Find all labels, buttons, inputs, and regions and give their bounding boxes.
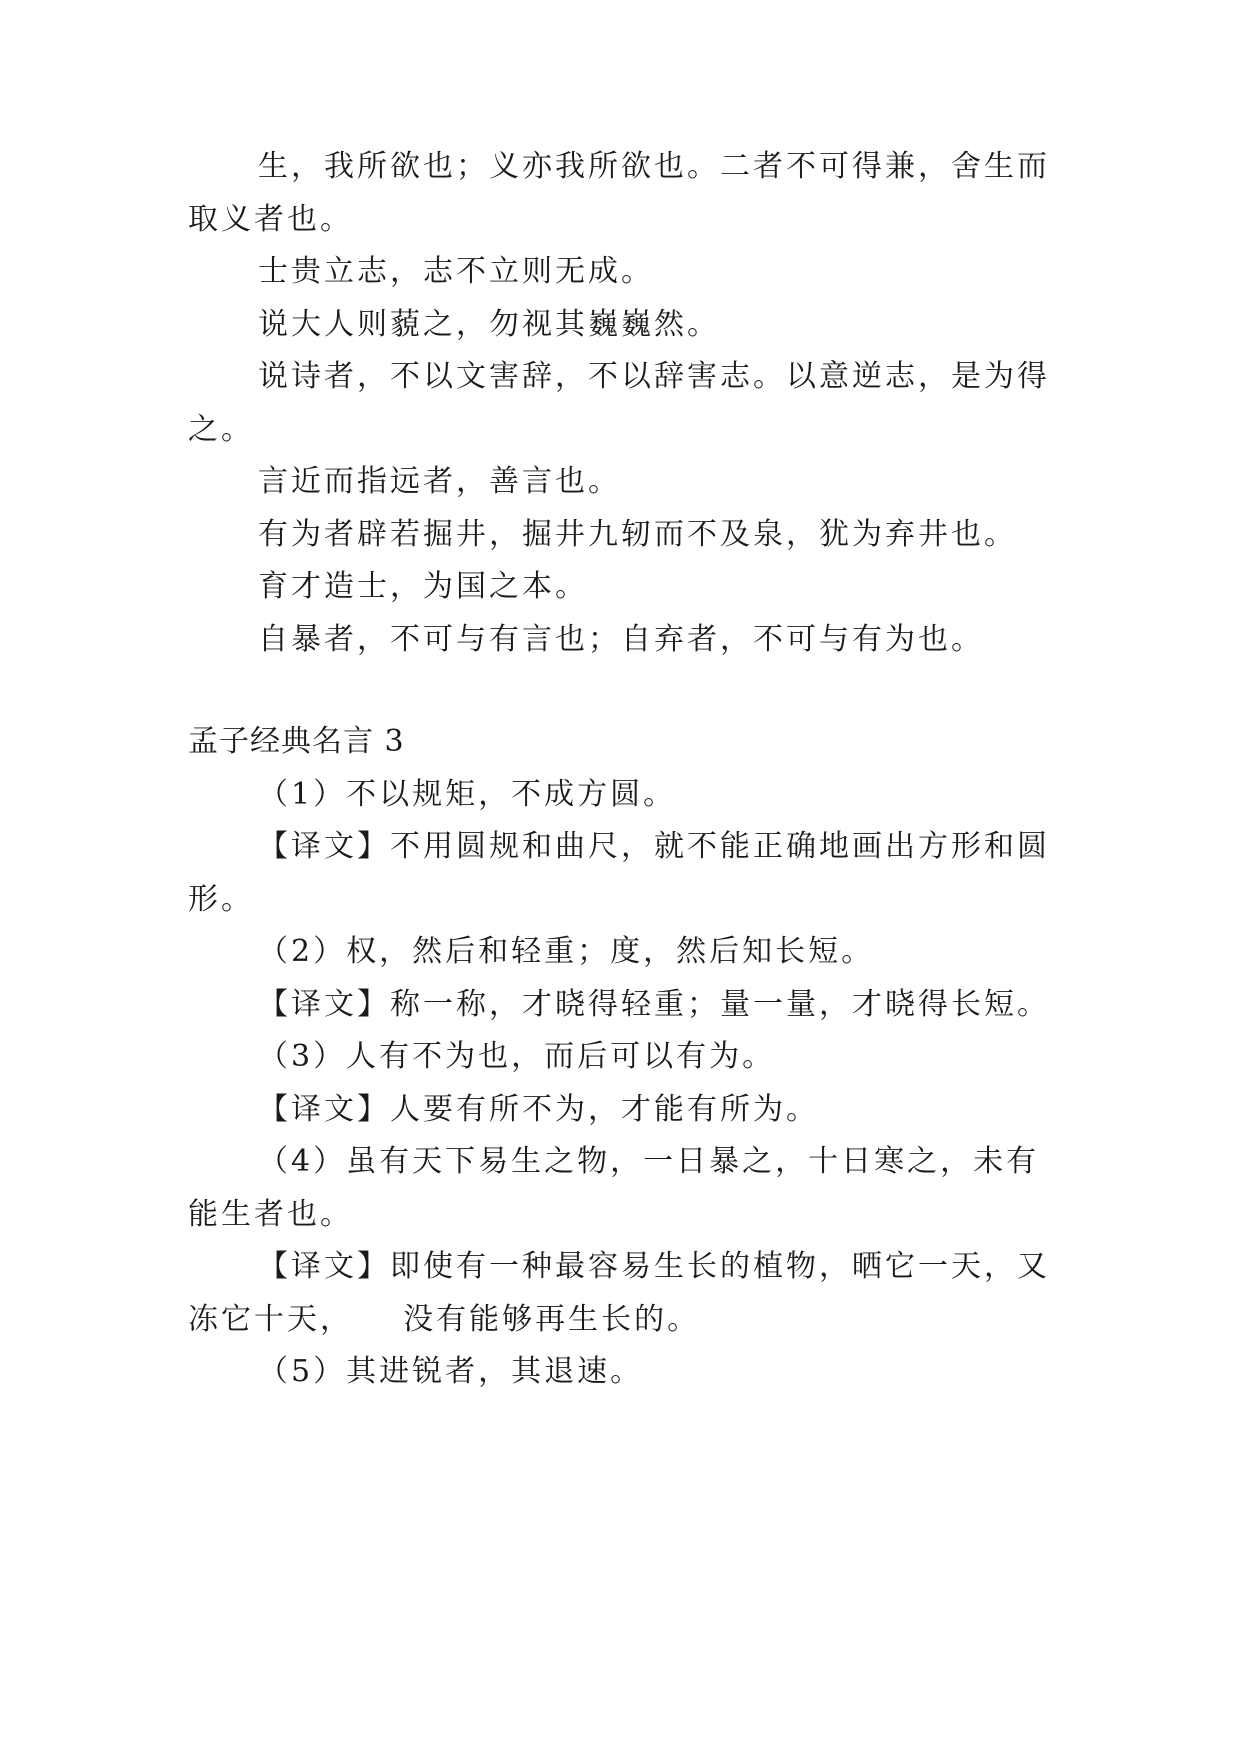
paragraph-line: 【译文】不用圆规和曲尺，就不能正确地画出方形和圆 xyxy=(258,829,1050,864)
paragraph-line: 育才造士，为国之本。 xyxy=(258,569,588,604)
paragraph-line: 形。 xyxy=(188,882,254,917)
paragraph-line: 【译文】人要有所不为，才能有所为。 xyxy=(258,1092,819,1127)
paragraph-line: 自暴者，不可与有言也；自弃者，不可与有为也。 xyxy=(258,622,984,657)
paragraph-line: （1）不以规矩，不成方圆。 xyxy=(258,777,677,812)
paragraph-line: 【译文】称一称，才晓得轻重；量一量，才晓得长短。 xyxy=(258,987,1050,1022)
paragraph-line: 能生者也。 xyxy=(188,1197,353,1232)
paragraph-line: 言近而指远者，善言也。 xyxy=(258,464,621,499)
paragraph-line: 说大人则藐之，勿视其巍巍然。 xyxy=(258,307,720,342)
paragraph-line: 冻它十天， 没有能够再生长的。 xyxy=(188,1302,701,1337)
paragraph-line: 有为者辟若掘井，掘井九轫而不及泉，犹为弃井也。 xyxy=(258,517,1017,552)
paragraph-line: 士贵立志，志不立则无成。 xyxy=(258,254,654,289)
paragraph-line: 生，我所欲也；义亦我所欲也。二者不可得兼，舍生而 xyxy=(258,149,1050,184)
paragraph-line: 说诗者，不以文害辞，不以辞害志。以意逆志，是为得 xyxy=(258,359,1050,394)
paragraph-line: （3）人有不为也，而后可以有为。 xyxy=(258,1039,776,1074)
paragraph-line: 【译文】即使有一种最容易生长的植物，晒它一天，又 xyxy=(258,1249,1050,1284)
paragraph-line: （2）权，然后和轻重；度，然后知长短。 xyxy=(258,934,875,969)
paragraph-line: 取义者也。 xyxy=(188,202,353,237)
paragraph-line: （5）其进锐者，其退速。 xyxy=(258,1354,644,1389)
section-heading: 孟子经典名言 3 xyxy=(188,724,405,759)
paragraph-line: （4）虽有天下易生之物，一日暴之，十日寒之，未有 xyxy=(258,1144,1040,1179)
paragraph-line: 之。 xyxy=(188,412,254,447)
